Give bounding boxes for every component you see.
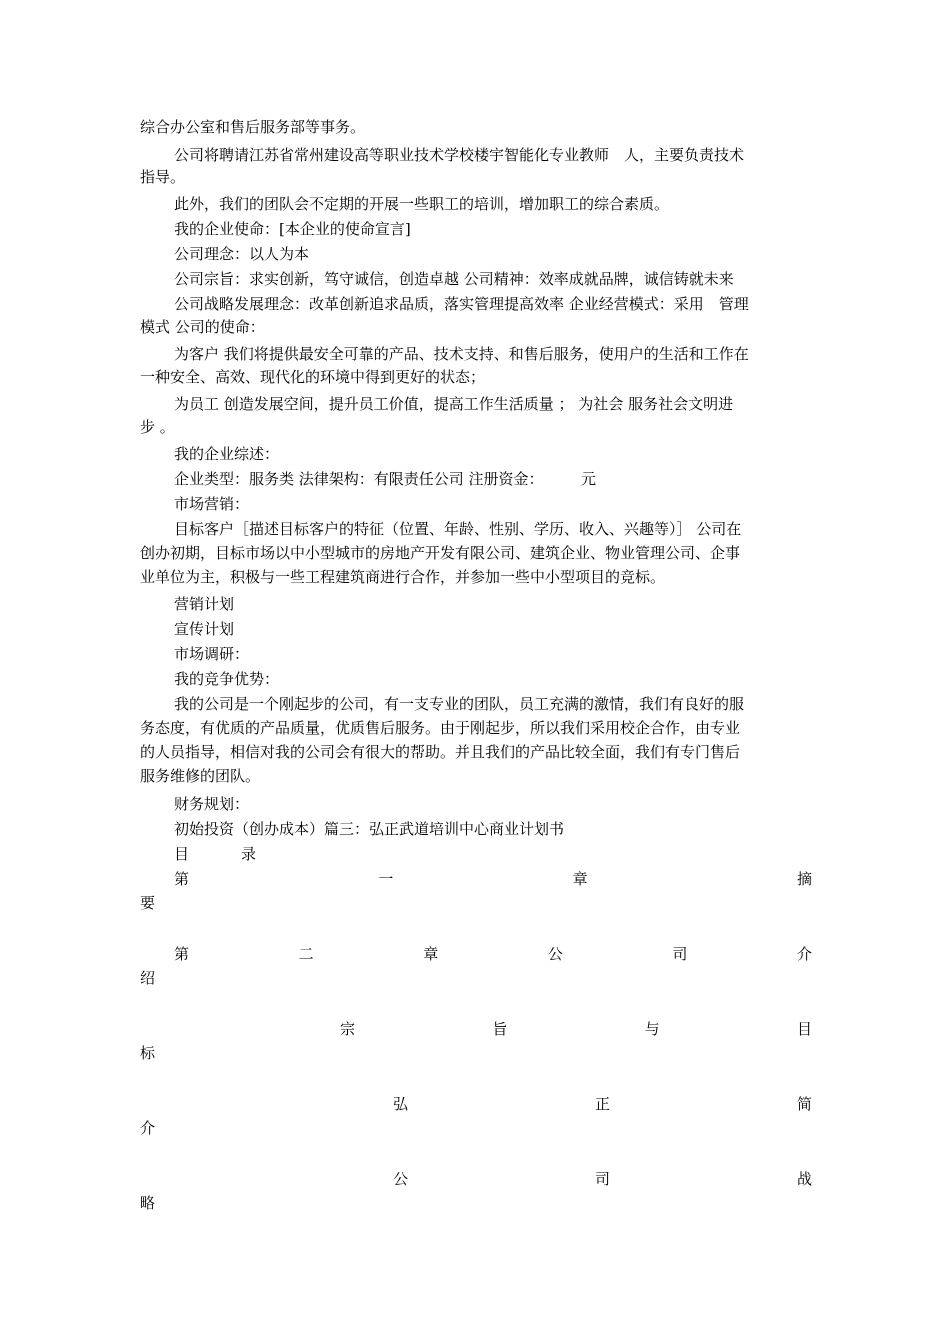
paragraph-line: 企业类型：服务类 法律架构：有限责任公司 注册资金： 元: [174, 470, 597, 488]
paragraph-line: 营销计划: [174, 595, 235, 613]
paragraph-line: 公司宗旨：求实创新，笃守诚信，创造卓越 公司精神：效率成就品牌，诚信铸就未来: [174, 270, 734, 288]
paragraph-line: 一种安全、高效、现代化的环境中得到更好的状态；: [140, 368, 486, 386]
paragraph-line: 我的企业使命：[本企业的使命宣言]: [174, 220, 411, 238]
paragraph-line: 我的公司是一个刚起步的公司，有一支专业的团队，员工充满的激情，我们有良好的服: [174, 695, 745, 713]
paragraph-line: 宣传计划: [174, 620, 235, 638]
toc-char: 旨: [492, 1020, 508, 1038]
paragraph-line: 的人员指导，相信对我的公司会有很大的帮助。并且我们的产品比较全面，我们有专门售后: [140, 743, 741, 761]
paragraph-line: 此外，我们的团队会不定期的开展一些职工的培训，增加职工的综合素质。: [174, 195, 670, 213]
toc-char: 宗: [340, 1020, 356, 1038]
paragraph-line: 目标客户［描述目标客户的特征（位置、年龄、性别、学历、收入、兴趣等）］ 公司在: [174, 520, 742, 538]
paragraph-line: 综合办公室和售后服务部等事务。: [140, 118, 366, 136]
paragraph-line: 步 。: [140, 418, 175, 436]
toc-char: 与: [644, 1020, 660, 1038]
paragraph-line: 为客户 我们将提供最安全可靠的产品、技术支持、和售后服务，使用户的生活和工作在: [174, 345, 749, 363]
toc-char: 正: [594, 1095, 610, 1113]
toc-char: 弘: [393, 1095, 409, 1113]
paragraph-line: 我的竞争优势：: [174, 670, 280, 688]
paragraph-line: 服务维修的团队。: [140, 767, 261, 785]
paragraph-line: 务态度，有优质的产品质量，优质售后服务。由于刚起步，所以我们采用校企合作，由专业: [140, 719, 741, 737]
toc-entry-section-intro[interactable]: [393, 1094, 812, 1114]
toc-entry-continuation: 标: [140, 1044, 156, 1062]
toc-entry-continuation: 介: [140, 1119, 156, 1137]
toc-char: 章: [423, 945, 439, 963]
toc-char: 战: [796, 1170, 812, 1188]
toc-entry-continuation: 略: [140, 1194, 156, 1212]
toc-char: 目: [796, 1020, 812, 1038]
paragraph-line: 市场调研：: [174, 645, 250, 663]
toc-char: 章: [572, 870, 588, 888]
toc-char: 二: [298, 945, 314, 963]
toc-entry-continuation: 要: [140, 894, 156, 912]
toc-char: 公: [393, 1170, 409, 1188]
toc-heading-char: 目: [174, 845, 190, 863]
toc-entry-section-strategy[interactable]: [393, 1169, 812, 1189]
toc-char: 介: [796, 945, 812, 963]
toc-char: 简: [796, 1095, 812, 1113]
toc-char: 第: [174, 870, 190, 888]
paragraph-line: 业单位为主，积极与一些工程建筑商进行合作，并参加一些中小型项目的竞标。: [140, 568, 666, 586]
paragraph-line: 为员工 创造发展空间，提升员工价值，提高工作生活质量 ； 为社会 服务社会文明进: [174, 395, 734, 413]
toc-heading-char: 录: [241, 845, 257, 863]
toc-char: 一: [378, 870, 394, 888]
paragraph-line: 我的企业综述：: [174, 445, 280, 463]
toc-entry-section-mission[interactable]: [340, 1019, 812, 1039]
paragraph-line: 公司理念：以人为本: [174, 245, 310, 263]
paragraph-line: 公司将聘请江苏省常州建设高等职业技术学校楼宇智能化专业教师 人，主要负责技术: [174, 146, 745, 164]
toc-char: 司: [672, 945, 688, 963]
toc-entry-chapter-1[interactable]: [174, 869, 812, 889]
paragraph-line: 指导。: [140, 168, 186, 186]
paragraph-line: 模式 公司的使命：: [140, 318, 265, 336]
toc-char: 公: [547, 945, 563, 963]
toc-entry-continuation: 绍: [140, 969, 156, 987]
toc-char: 摘: [796, 870, 812, 888]
paragraph-line: 财务规划：: [174, 795, 250, 813]
paragraph-line: 创办初期，目标市场以中小型城市的房地产开发有限公司、建筑企业、物业管理公司、企事: [140, 544, 741, 562]
paragraph-line: 公司战略发展理念：改革创新追求品质，落实管理提高效率 企业经营模式：采用 管理: [174, 295, 749, 313]
toc-heading: [174, 844, 256, 864]
toc-char: 司: [594, 1170, 610, 1188]
paragraph-line: 初始投资（创办成本）篇三：弘正武道培训中心商业计划书: [174, 820, 565, 838]
toc-entry-chapter-2[interactable]: [174, 944, 812, 964]
paragraph-line: 市场营销：: [174, 495, 250, 513]
toc-char: 第: [174, 945, 190, 963]
